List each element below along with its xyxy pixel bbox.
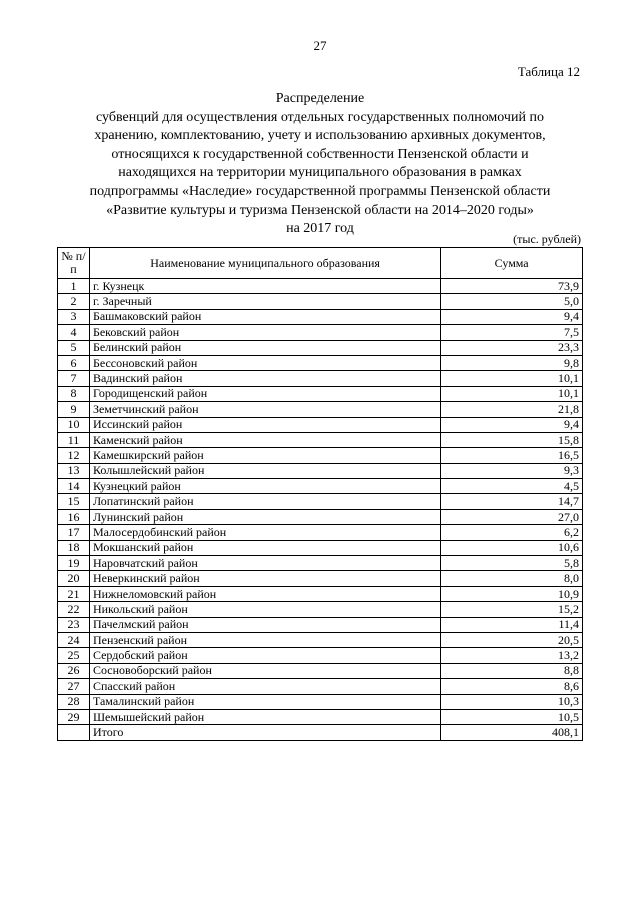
municipality-name: Пачелмский район xyxy=(89,617,440,632)
municipality-name: Лунинский район xyxy=(89,509,440,524)
row-sum: 10,1 xyxy=(441,386,583,401)
municipality-name: Шемышейский район xyxy=(89,709,440,724)
header-sum: Сумма xyxy=(441,248,583,279)
row-number: 1 xyxy=(58,279,90,294)
row-sum: 7,5 xyxy=(441,325,583,340)
table-row xyxy=(58,663,583,678)
table-row xyxy=(58,355,583,370)
municipality-name: Городищенский район xyxy=(89,386,440,401)
title-line: «Развитие культуры и туризма Пензенской области на 2014–2020 годы» xyxy=(106,202,534,218)
table-row xyxy=(58,525,583,540)
row-sum: 6,2 xyxy=(441,525,583,540)
row-number: 7 xyxy=(58,371,90,386)
title-line: находящихся на территории муниципального образования в рамках xyxy=(118,165,522,181)
municipality-name: Колышлейский район xyxy=(89,463,440,478)
municipality-name: Наровчатский район xyxy=(89,556,440,571)
table-row xyxy=(58,602,583,617)
table-row xyxy=(58,309,583,324)
municipality-name: Сердобский район xyxy=(89,648,440,663)
row-number: 28 xyxy=(58,694,90,709)
municipality-name: Кузнецкий район xyxy=(89,479,440,494)
row-number: 13 xyxy=(58,463,90,478)
header-name: Наименование муниципального образования xyxy=(89,248,440,279)
table-row xyxy=(58,402,583,417)
row-sum: 5,8 xyxy=(441,556,583,571)
municipality-name: Каменский район xyxy=(89,432,440,447)
row-sum: 8,8 xyxy=(441,663,583,678)
row-sum: 10,9 xyxy=(441,586,583,601)
row-number: 22 xyxy=(58,602,90,617)
row-sum: 9,3 xyxy=(441,463,583,478)
table-row xyxy=(58,617,583,632)
row-number xyxy=(58,725,90,740)
row-sum: 408,1 xyxy=(441,725,583,740)
subvention-table xyxy=(57,247,583,741)
table-header-row xyxy=(58,248,583,279)
row-sum: 4,5 xyxy=(441,479,583,494)
row-number: 20 xyxy=(58,571,90,586)
row-sum: 73,9 xyxy=(441,279,583,294)
row-sum: 8,6 xyxy=(441,679,583,694)
row-number: 26 xyxy=(58,663,90,678)
table-row xyxy=(58,709,583,724)
municipality-name: Бессоновский район xyxy=(89,355,440,370)
document-title xyxy=(56,90,584,239)
municipality-name: Нижнеломовский район xyxy=(89,586,440,601)
units-label: (тыс. рублей) xyxy=(513,232,581,246)
row-sum: 8,0 xyxy=(441,571,583,586)
row-number: 6 xyxy=(58,355,90,370)
row-sum: 21,8 xyxy=(441,402,583,417)
row-sum: 15,8 xyxy=(441,432,583,447)
municipality-name: Бековский район xyxy=(89,325,440,340)
municipality-name: Земетчинский район xyxy=(89,402,440,417)
row-sum: 10,3 xyxy=(441,694,583,709)
row-number: 16 xyxy=(58,509,90,524)
row-sum: 20,5 xyxy=(441,632,583,647)
municipality-name: Спасский район xyxy=(89,679,440,694)
row-number: 19 xyxy=(58,556,90,571)
row-sum: 5,0 xyxy=(441,294,583,309)
table-row xyxy=(58,494,583,509)
municipality-name: Малосердобинский район xyxy=(89,525,440,540)
row-sum: 10,6 xyxy=(441,540,583,555)
table-total-row xyxy=(58,725,583,740)
table-row xyxy=(58,556,583,571)
municipality-name: Итого xyxy=(89,725,440,740)
row-number: 4 xyxy=(58,325,90,340)
municipality-name: г. Заречный xyxy=(89,294,440,309)
municipality-name: Пензенский район xyxy=(89,632,440,647)
table-row xyxy=(58,279,583,294)
municipality-name: Никольский район xyxy=(89,602,440,617)
table-row xyxy=(58,479,583,494)
row-sum: 14,7 xyxy=(441,494,583,509)
row-number: 18 xyxy=(58,540,90,555)
row-sum: 13,2 xyxy=(441,648,583,663)
row-number: 17 xyxy=(58,525,90,540)
title-line: хранению, комплектованию, учету и использованию архивных документов, xyxy=(94,128,546,144)
table-row xyxy=(58,448,583,463)
row-number: 24 xyxy=(58,632,90,647)
municipality-name: Мокшанский район xyxy=(89,540,440,555)
row-number: 21 xyxy=(58,586,90,601)
row-number: 14 xyxy=(58,479,90,494)
title-line: на 2017 год xyxy=(286,221,354,237)
row-sum: 11,4 xyxy=(441,617,583,632)
row-number: 23 xyxy=(58,617,90,632)
row-number: 8 xyxy=(58,386,90,401)
row-number: 10 xyxy=(58,417,90,432)
table-row xyxy=(58,648,583,663)
municipality-name: Камешкирский район xyxy=(89,448,440,463)
title-line: субвенций для осуществления отдельных государственных полномочий по xyxy=(96,109,544,125)
title-line: Распределение xyxy=(275,91,365,106)
table-row xyxy=(58,632,583,647)
table-row xyxy=(58,571,583,586)
municipality-name: Тамалинский район xyxy=(89,694,440,709)
row-number: 29 xyxy=(58,709,90,724)
row-sum: 15,2 xyxy=(441,602,583,617)
municipality-name: Иссинский район xyxy=(89,417,440,432)
table-label: Таблица 12 xyxy=(517,64,580,79)
table-row xyxy=(58,325,583,340)
table-body xyxy=(58,279,583,741)
table-row xyxy=(58,340,583,355)
row-sum: 9,8 xyxy=(441,355,583,370)
row-number: 9 xyxy=(58,402,90,417)
title-line: подпрограммы «Наследие» государственной программы Пензенской области xyxy=(89,183,551,199)
page-number: 27 xyxy=(313,38,327,53)
row-number: 15 xyxy=(58,494,90,509)
row-number: 27 xyxy=(58,679,90,694)
municipality-name: Башмаковский район xyxy=(89,309,440,324)
table-row xyxy=(58,463,583,478)
table-row xyxy=(58,509,583,524)
table-row xyxy=(58,679,583,694)
table-row xyxy=(58,417,583,432)
municipality-name: Сосновоборский район xyxy=(89,663,440,678)
table-row xyxy=(58,586,583,601)
table-row xyxy=(58,432,583,447)
header-number: № п/п xyxy=(58,248,90,279)
table-row xyxy=(58,540,583,555)
table-row xyxy=(58,694,583,709)
municipality-name: Белинский район xyxy=(89,340,440,355)
row-number: 3 xyxy=(58,309,90,324)
row-sum: 23,3 xyxy=(441,340,583,355)
row-number: 5 xyxy=(58,340,90,355)
table-row xyxy=(58,371,583,386)
row-number: 12 xyxy=(58,448,90,463)
row-sum: 16,5 xyxy=(441,448,583,463)
municipality-name: г. Кузнецк xyxy=(89,279,440,294)
municipality-name: Неверкинский район xyxy=(89,571,440,586)
row-number: 11 xyxy=(58,432,90,447)
row-number: 25 xyxy=(58,648,90,663)
row-sum: 10,1 xyxy=(441,371,583,386)
municipality-name: Лопатинский район xyxy=(89,494,440,509)
row-sum: 9,4 xyxy=(441,417,583,432)
title-line: относящихся к государственной собственности Пензенской области и xyxy=(111,146,529,162)
row-sum: 10,5 xyxy=(441,709,583,724)
municipality-name: Вадинский район xyxy=(89,371,440,386)
table-row xyxy=(58,294,583,309)
row-sum: 27,0 xyxy=(441,509,583,524)
row-number: 2 xyxy=(58,294,90,309)
table-row xyxy=(58,386,583,401)
row-sum: 9,4 xyxy=(441,309,583,324)
